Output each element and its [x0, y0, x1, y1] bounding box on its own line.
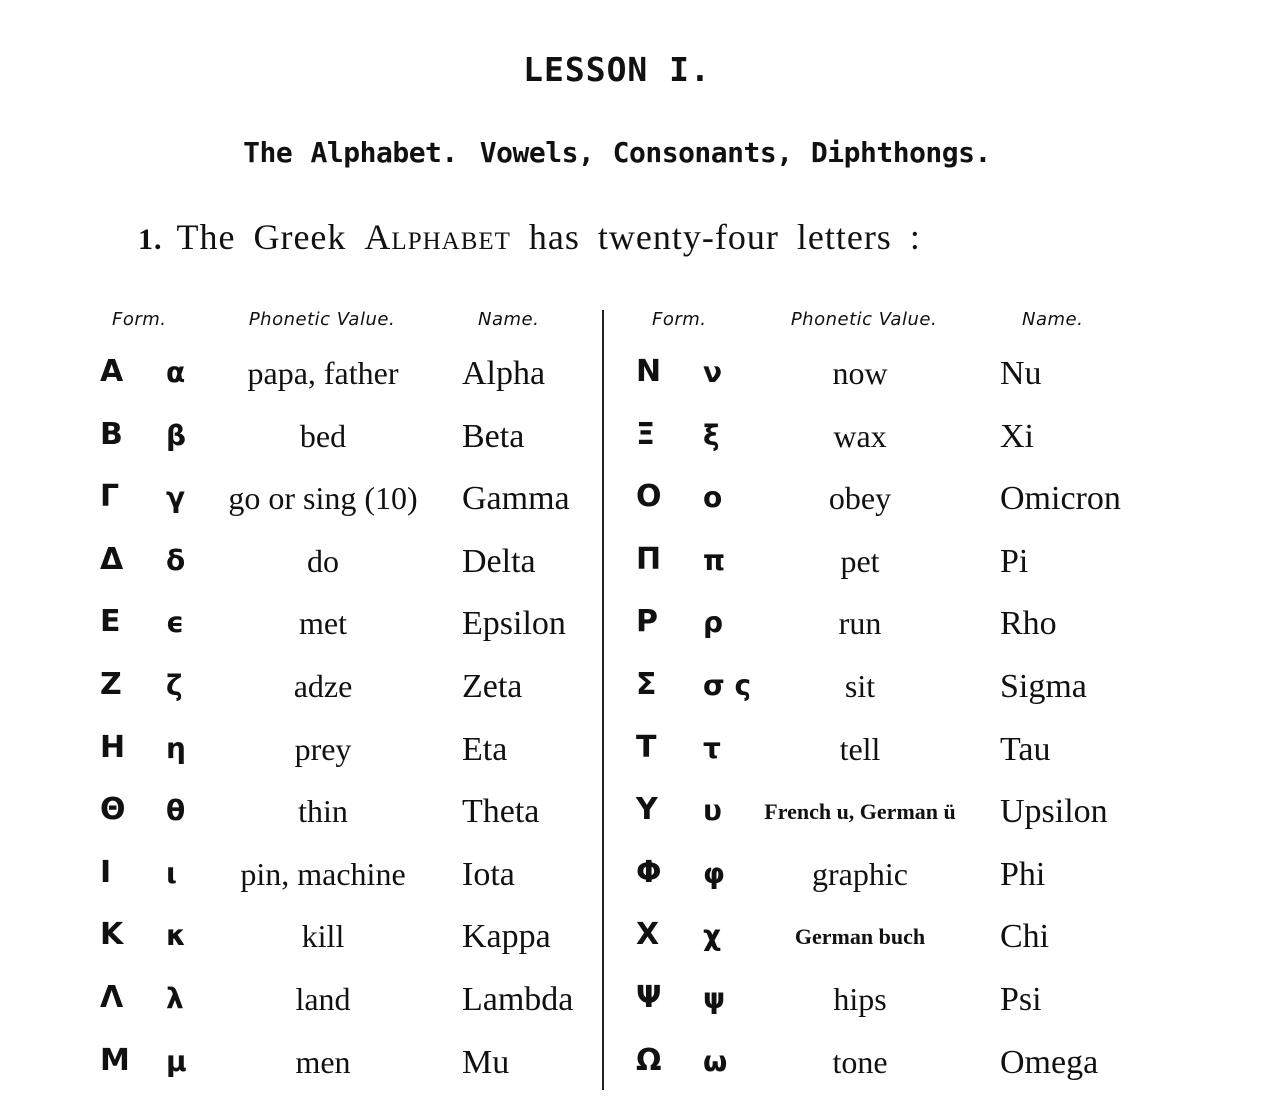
phonetic-value: bed: [299, 418, 347, 454]
uppercase-letter: Ζ: [100, 667, 122, 702]
letter-name: Xi: [1000, 418, 1034, 455]
lowercase-letter: φ: [703, 857, 725, 890]
uppercase-letter: Ο: [636, 479, 662, 514]
subtitle-part-1: The Alphabet.: [243, 136, 458, 169]
lowercase-letter: ψ: [703, 982, 726, 1015]
intro-smallcaps-term: Alphabet: [364, 217, 511, 257]
uppercase-letter: Σ: [636, 667, 657, 702]
uppercase-letter: Τ: [636, 730, 657, 765]
uppercase-letter: Ω: [636, 1043, 662, 1078]
phonetic-value: now: [832, 355, 888, 391]
lowercase-letter: γ: [166, 481, 186, 514]
header-form-right: Form.: [652, 309, 707, 330]
lowercase-letter: σ ς: [703, 669, 752, 702]
phonetic-value: run: [838, 605, 882, 641]
lowercase-letter: η: [166, 732, 186, 765]
phonetic-value: French u, German ü: [764, 799, 956, 824]
uppercase-letter: Ι: [100, 855, 112, 890]
lowercase-letter: α: [166, 356, 186, 389]
letter-name: Eta: [462, 731, 508, 768]
letter-name: Beta: [462, 418, 525, 455]
lowercase-letter: π: [703, 544, 726, 577]
letter-name: Zeta: [462, 668, 523, 705]
lowercase-letter: ν: [703, 356, 723, 389]
intro-text-after: has twenty-four letters :: [510, 217, 921, 257]
lowercase-letter: θ: [166, 794, 186, 827]
lesson-title: LESSON I.: [523, 50, 711, 89]
uppercase-letter: Ψ: [636, 980, 662, 1015]
letter-name: Epsilon: [462, 605, 566, 642]
header-form-left: Form.: [112, 309, 167, 330]
phonetic-value: met: [299, 605, 347, 641]
lowercase-letter: χ: [703, 919, 722, 952]
uppercase-letter: Μ: [100, 1043, 130, 1078]
uppercase-letter: Ν: [636, 354, 662, 389]
phonetic-value: graphic: [812, 856, 908, 892]
letter-name: Phi: [1000, 856, 1046, 893]
letter-name: Tau: [1000, 731, 1051, 768]
uppercase-letter: Η: [100, 730, 126, 765]
letter-name: Psi: [1000, 981, 1042, 1018]
uppercase-letter: Π: [636, 542, 662, 577]
header-name-right: Name.: [1022, 309, 1084, 330]
lowercase-letter: ξ: [703, 419, 720, 452]
letter-name: Theta: [462, 793, 540, 830]
phonetic-value: kill: [301, 918, 345, 954]
uppercase-letter: Ξ: [636, 417, 655, 452]
letter-name: Upsilon: [1000, 793, 1108, 830]
letter-name: Sigma: [1000, 668, 1087, 705]
lowercase-letter: τ: [703, 732, 721, 765]
phonetic-value: go or sing (10): [228, 480, 418, 516]
uppercase-letter: Ρ: [636, 604, 658, 639]
lowercase-letter: ι: [166, 857, 177, 890]
subtitle-part-2: Vowels, Consonants, Diphthongs.: [479, 136, 991, 169]
letter-name: Omicron: [1000, 480, 1121, 517]
letter-name: Gamma: [462, 480, 570, 517]
phonetic-value: German buch: [794, 924, 926, 949]
lowercase-letter: λ: [166, 982, 184, 1015]
header-phonetic-left: Phonetic Value.: [248, 309, 396, 330]
phonetic-value: obey: [828, 480, 892, 516]
phonetic-value: land: [295, 981, 351, 1017]
phonetic-value: pet: [840, 543, 880, 579]
column-divider: [602, 310, 604, 1090]
header-name-left: Name.: [478, 309, 540, 330]
intro-sentence: [138, 216, 921, 258]
section-number: 1.: [138, 223, 163, 256]
uppercase-letter: Β: [100, 417, 123, 452]
uppercase-letter: Θ: [100, 792, 126, 827]
uppercase-letter: Λ: [100, 980, 124, 1015]
lowercase-letter: ζ: [166, 669, 183, 702]
uppercase-letter: Φ: [636, 855, 662, 890]
intro-text-before: The Greek: [176, 217, 365, 257]
letter-name: Chi: [1000, 918, 1050, 955]
letter-name: Iota: [462, 856, 515, 893]
uppercase-letter: Γ: [100, 479, 120, 514]
letter-name: Mu: [462, 1044, 510, 1081]
lowercase-letter: υ: [703, 794, 722, 827]
phonetic-value: thin: [298, 793, 348, 829]
lowercase-letter: μ: [166, 1045, 187, 1078]
phonetic-value: pin, machine: [240, 856, 406, 892]
letter-name: Alpha: [462, 355, 546, 392]
letter-name: Rho: [1000, 605, 1057, 642]
phonetic-value: hips: [833, 981, 887, 1017]
uppercase-letter: Υ: [636, 792, 658, 827]
letter-name: Nu: [1000, 355, 1042, 392]
letter-name: Lambda: [462, 981, 574, 1018]
phonetic-value: men: [295, 1044, 351, 1080]
phonetic-value: tone: [832, 1044, 888, 1080]
phonetic-value: prey: [294, 731, 352, 767]
phonetic-value: papa, father: [247, 355, 399, 391]
phonetic-value: adze: [293, 668, 353, 704]
uppercase-letter: Κ: [100, 917, 124, 952]
uppercase-letter: Χ: [636, 917, 660, 952]
uppercase-letter: Δ: [100, 542, 124, 577]
uppercase-letter: Ε: [100, 604, 121, 639]
phonetic-value: tell: [839, 731, 881, 767]
phonetic-value: do: [307, 543, 339, 579]
lowercase-letter: ω: [703, 1045, 728, 1078]
uppercase-letter: Α: [100, 354, 124, 389]
lowercase-letter: ϵ: [166, 606, 185, 639]
lowercase-letter: ρ: [703, 606, 724, 639]
letter-name: Pi: [1000, 543, 1029, 580]
lesson-subtitle: [0, 136, 1234, 169]
letter-name: Omega: [1000, 1044, 1099, 1081]
lowercase-letter: ο: [703, 481, 723, 514]
lowercase-letter: β: [166, 419, 187, 452]
phonetic-value: wax: [833, 418, 887, 454]
lowercase-letter: κ: [166, 919, 186, 952]
lowercase-letter: δ: [166, 544, 186, 577]
letter-name: Kappa: [462, 918, 551, 955]
phonetic-value: sit: [844, 668, 876, 704]
letter-name: Delta: [462, 543, 536, 580]
header-phonetic-right: Phonetic Value.: [790, 309, 938, 330]
